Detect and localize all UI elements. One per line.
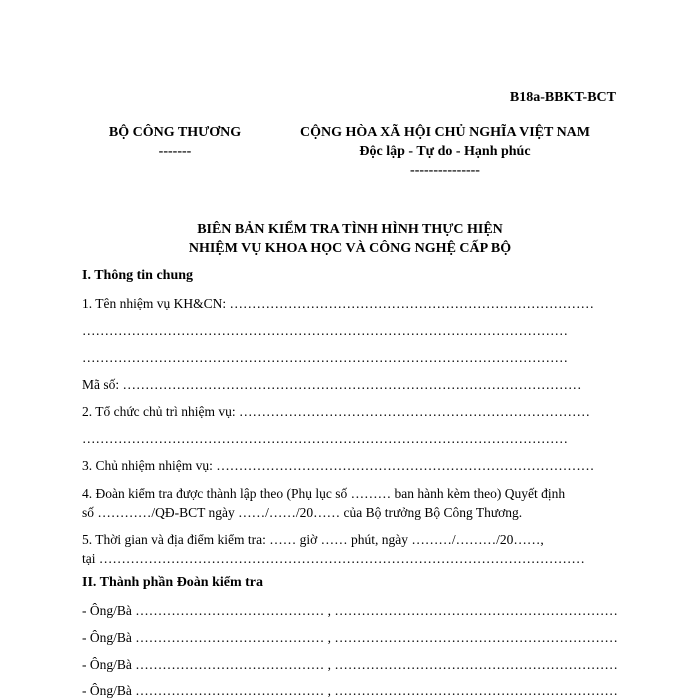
- document-title: [0, 220, 700, 258]
- task-name-continuation-2: ………………………………………………………………………………………………: [82, 350, 568, 365]
- ministry-rule: -------: [158, 144, 192, 159]
- task-name-line: 1. Tên nhiệm vụ KH&CN: ………………………………………………………………………: [82, 296, 594, 311]
- national-header: [286, 123, 604, 180]
- country-name: CỘNG HÒA XÃ HỘI CHỦ NGHĨA VIỆT NAM: [299, 125, 590, 140]
- form-code: B18a-BBKT-BCT: [509, 90, 616, 105]
- member-line: - Ông/Bà …………………………………… , ………………………………………………………: [82, 657, 618, 672]
- inspection-time-line: 5. Thời gian và địa điểm kiểm tra: …… giờ …… phút, ngày ………/………/20……,: [82, 532, 544, 547]
- task-name-continuation-1: ………………………………………………………………………………………………: [82, 323, 568, 338]
- member-line: - Ông/Bà …………………………………… , ………………………………………………………: [82, 630, 618, 645]
- task-code-line: Mã số: …………………………………………………………………………………………: [82, 377, 582, 392]
- ministry-name: BỘ CÔNG THƯƠNG: [108, 125, 242, 140]
- member-line: - Ông/Bà …………………………………… , ………………………………………………………: [82, 683, 618, 698]
- national-motto: Độc lập - Tự do - Hạnh phúc: [359, 144, 531, 159]
- task-leader-line: 3. Chủ nhiệm nhiệm vụ: …………………………………………………………………………: [82, 458, 595, 473]
- host-organization-line: 2. Tổ chức chủ trì nhiệm vụ: ……………………………………………………………………: [82, 404, 591, 419]
- title-line-1: BIÊN BẢN KIỂM TRA TÌNH HÌNH THỰC HIỆN: [197, 222, 503, 237]
- inspection-decision-line-2: số …………/QĐ-BCT ngày ……/……/20…… của Bộ trưởng Bộ Công Thương.: [82, 505, 523, 520]
- title-line-2: NHIỆM VỤ KHOA HỌC VÀ CÔNG NGHỆ CẤP BỘ: [188, 241, 512, 256]
- inspection-place-line: tại ………………………………………………………………………………………………: [82, 551, 585, 566]
- section-1-heading: I. Thông tin chung: [82, 268, 194, 283]
- host-organization-continuation: ………………………………………………………………………………………………: [82, 431, 568, 446]
- motto-rule: ---------------: [410, 163, 480, 178]
- ministry-header: [90, 123, 260, 161]
- section-2-heading: II. Thành phần Đoàn kiểm tra: [82, 575, 264, 590]
- member-line: - Ông/Bà …………………………………… , ………………………………………………………: [82, 603, 618, 618]
- inspection-decision-line-1: 4. Đoàn kiểm tra được thành lập theo (Phụ lục số ……… ban hành kèm theo) Quyết định: [82, 486, 566, 501]
